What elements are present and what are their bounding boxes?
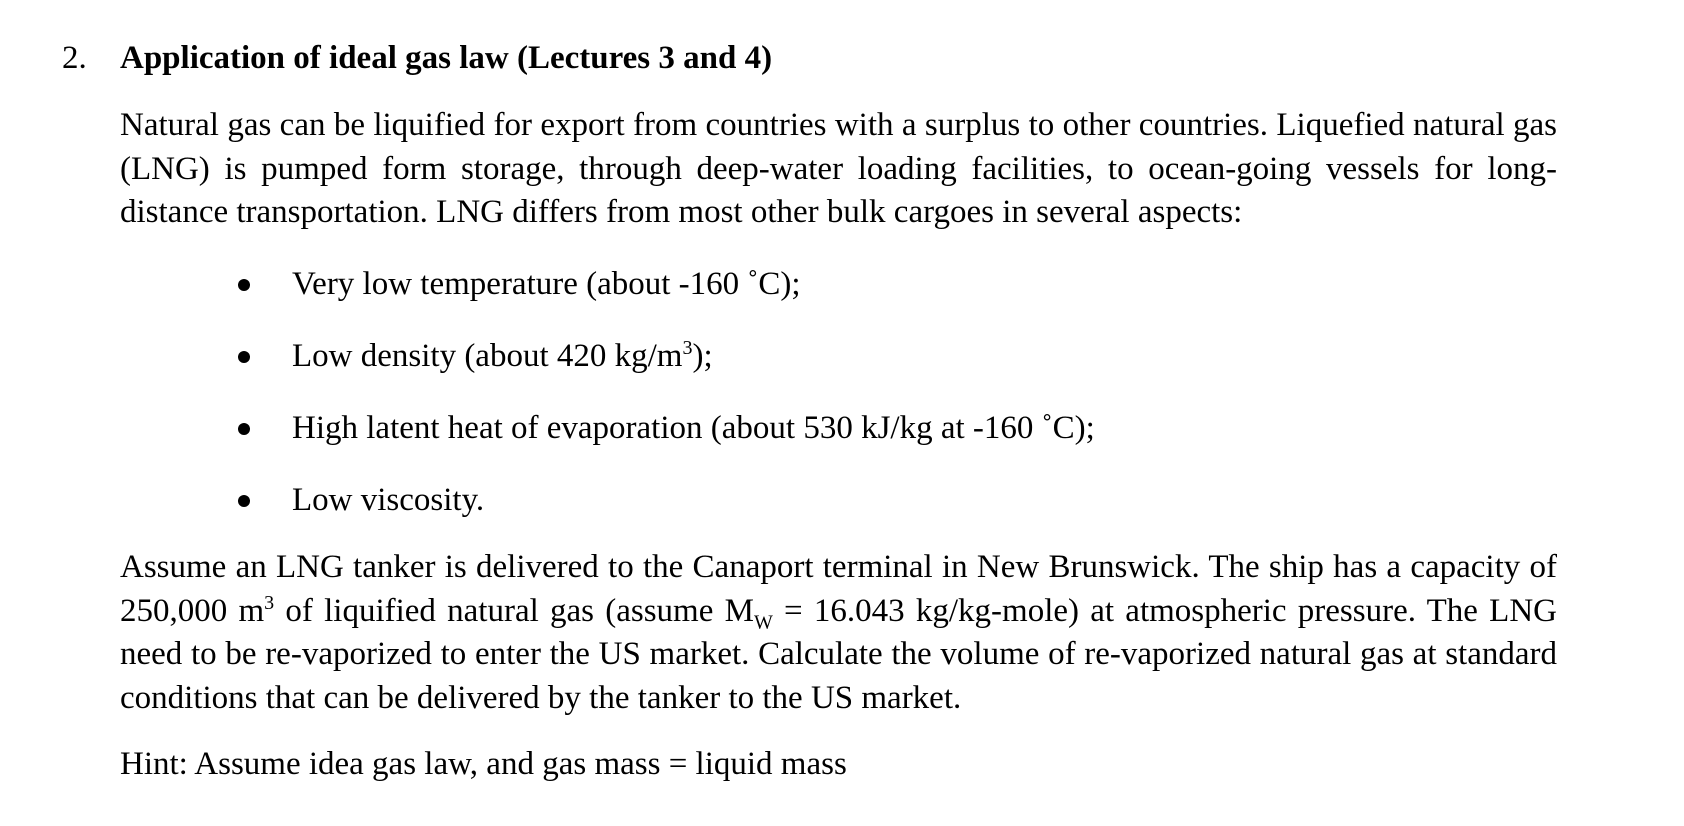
bullet-icon <box>238 423 250 435</box>
section-heading <box>62 36 772 80</box>
bullet-text: Low density (about 420 kg/m <box>292 338 683 374</box>
problem-paragraph: Assume an LNG tanker is delivered to the Canaport terminal in New Brunswick. The ship has a capacity of 250,000 $m^3$ of liquified natural gas (assume $M_W = 16.043$ kg/kg-mole) at atmospheric pressure. The LNG need to be re-vaporized to enter the US market. Calculate the volume of re-vaporized natural gas at standard conditions that can be delivered by the tanker to the US market. <box>120 549 1557 716</box>
bullet-icon <box>238 351 250 363</box>
superscript: 3 <box>682 337 693 359</box>
bullet-icon <box>238 495 250 507</box>
document-page: 2. Application of ideal gas law (Lectures 3 and 4) Natural gas can be liquified for export from countries with a surplus to other countries. Liquefied natural gas (LNG) is pumped form storage, through deep-water loading facilities, to ocean-going vessels for long-distance transportation. LNG differs from most other bulk cargoes in several aspects: Very low temperature (about -160 ˚C); Low density (about 420 $kg/m^3$); High latent heat of evaporation (about 530 kJ/kg at -160 ˚C); Low viscosity. Assume an LNG tanker is delivered to the Canaport terminal in New Brunswick. The ship has a capacity of 250,000 $m^3$ of liquified natural gas (assume $M_W = 16.043$ kg/kg-mole) at atmospheric pressure. The LNG need to be re-vaporized to enter the US market. Calculate the volume of re-vaporized natural gas at standard conditions that can be delivered by the tanker to the US market. Hint: Assume idea gas law, and gas mass = liquid mass <box>0 0 1684 826</box>
section-title: Application of ideal gas law (Lectures 3 and 4) <box>120 40 773 76</box>
hint-text: Hint: Assume idea gas law, and gas mass = liquid mass <box>120 746 847 782</box>
superscript: 3 <box>264 591 275 614</box>
intro-paragraph: Natural gas can be liquified for export from countries with a surplus to other countries. Liquefied natural gas (LNG) is pumped form storage, through deep-water loading facilities, to ocean-going vessels for long-distance transportation. LNG differs from most other bulk cargoes in several aspects: <box>120 107 1557 230</box>
section-number: 2. <box>62 40 87 76</box>
bullet-text: High latent heat of evaporation (about 530 kJ/kg at -160 ˚C); <box>292 410 1095 446</box>
bullet-text: Very low temperature (about -160 ˚C); <box>292 266 801 302</box>
bullet-text: Low viscosity. <box>292 482 485 518</box>
subscript: W <box>753 611 773 634</box>
bullet-icon <box>238 279 250 291</box>
